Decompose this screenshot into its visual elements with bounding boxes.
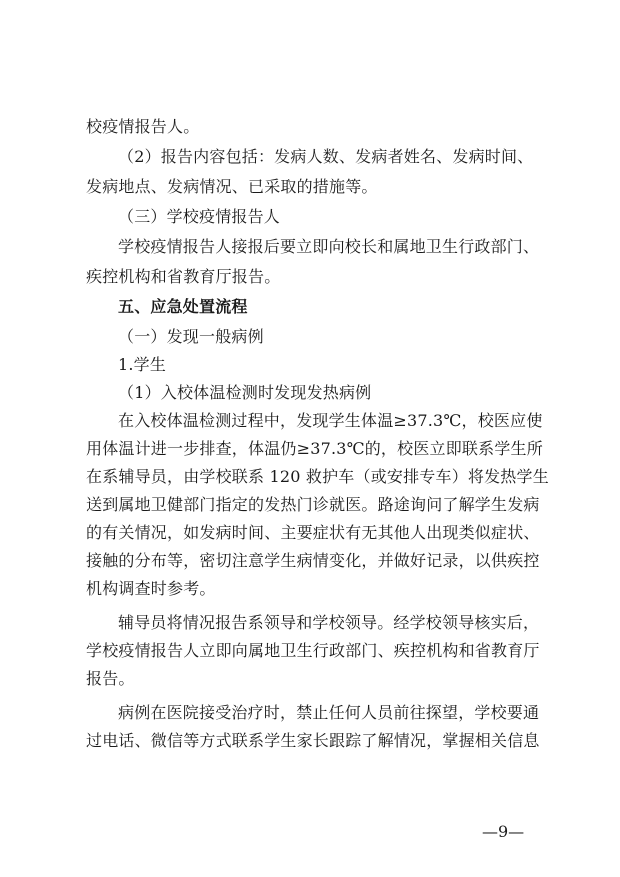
text-line: 送到属地卫健部门指定的发热门诊就医。路途询问了解学生发病 [86,495,540,514]
section-heading: 五、应急处置流程 [118,297,248,316]
text-line: 在系辅导员，由学校联系 120 救护车（或安排专车）将发热学生 [86,467,549,486]
text-line: 学校疫情报告人接报后要立即向校长和属地卫生行政部门、 [118,237,540,256]
text-line: 机构调查时参考。 [86,579,216,598]
subsection-heading: 1.学生 [118,355,167,374]
text-line: 病例在医院接受治疗时，禁止任何人员前往探望，学校要通 [118,703,540,722]
text-line: （2）报告内容包括：发病人数、发病者姓名、发病时间、 [118,147,534,166]
text-line: 报告。 [86,669,135,688]
text-line: 过电话、微信等方式联系学生家长跟踪了解情况，掌握相关信息 [86,731,540,750]
text-line: 用体温计进一步排查，体温仍≥37.3℃的，校医立即联系学生所 [86,439,543,458]
text-line: 发病地点、发病情况、已采取的措施等。 [86,177,378,196]
text-line: 在入校体温检测过程中，发现学生体温≥37.3℃，校医应使 [118,411,543,430]
subsection-heading: （1）入校体温检测时发现发热病例 [118,383,372,402]
text-line: 接触的分布等，密切注意学生病情变化，并做好记录，以供疾控 [86,551,540,570]
text-line: 疾控机构和省教育厅报告。 [86,267,281,286]
text-line: 校疫情报告人。 [86,117,200,136]
text-line: 的有关情况，如发病时间、主要症状有无其他人出现类似症状、 [86,523,540,542]
subsection-heading: （一）发现一般病例 [118,327,264,346]
text-line: （三）学校疫情报告人 [118,207,281,226]
text-line: 学校疫情报告人立即向属地卫生行政部门、疾控机构和省教育厅 [86,641,540,660]
text-line: 辅导员将情况报告系领导和学校领导。经学校领导核实后， [118,613,540,632]
page-number: —9— [482,822,525,841]
